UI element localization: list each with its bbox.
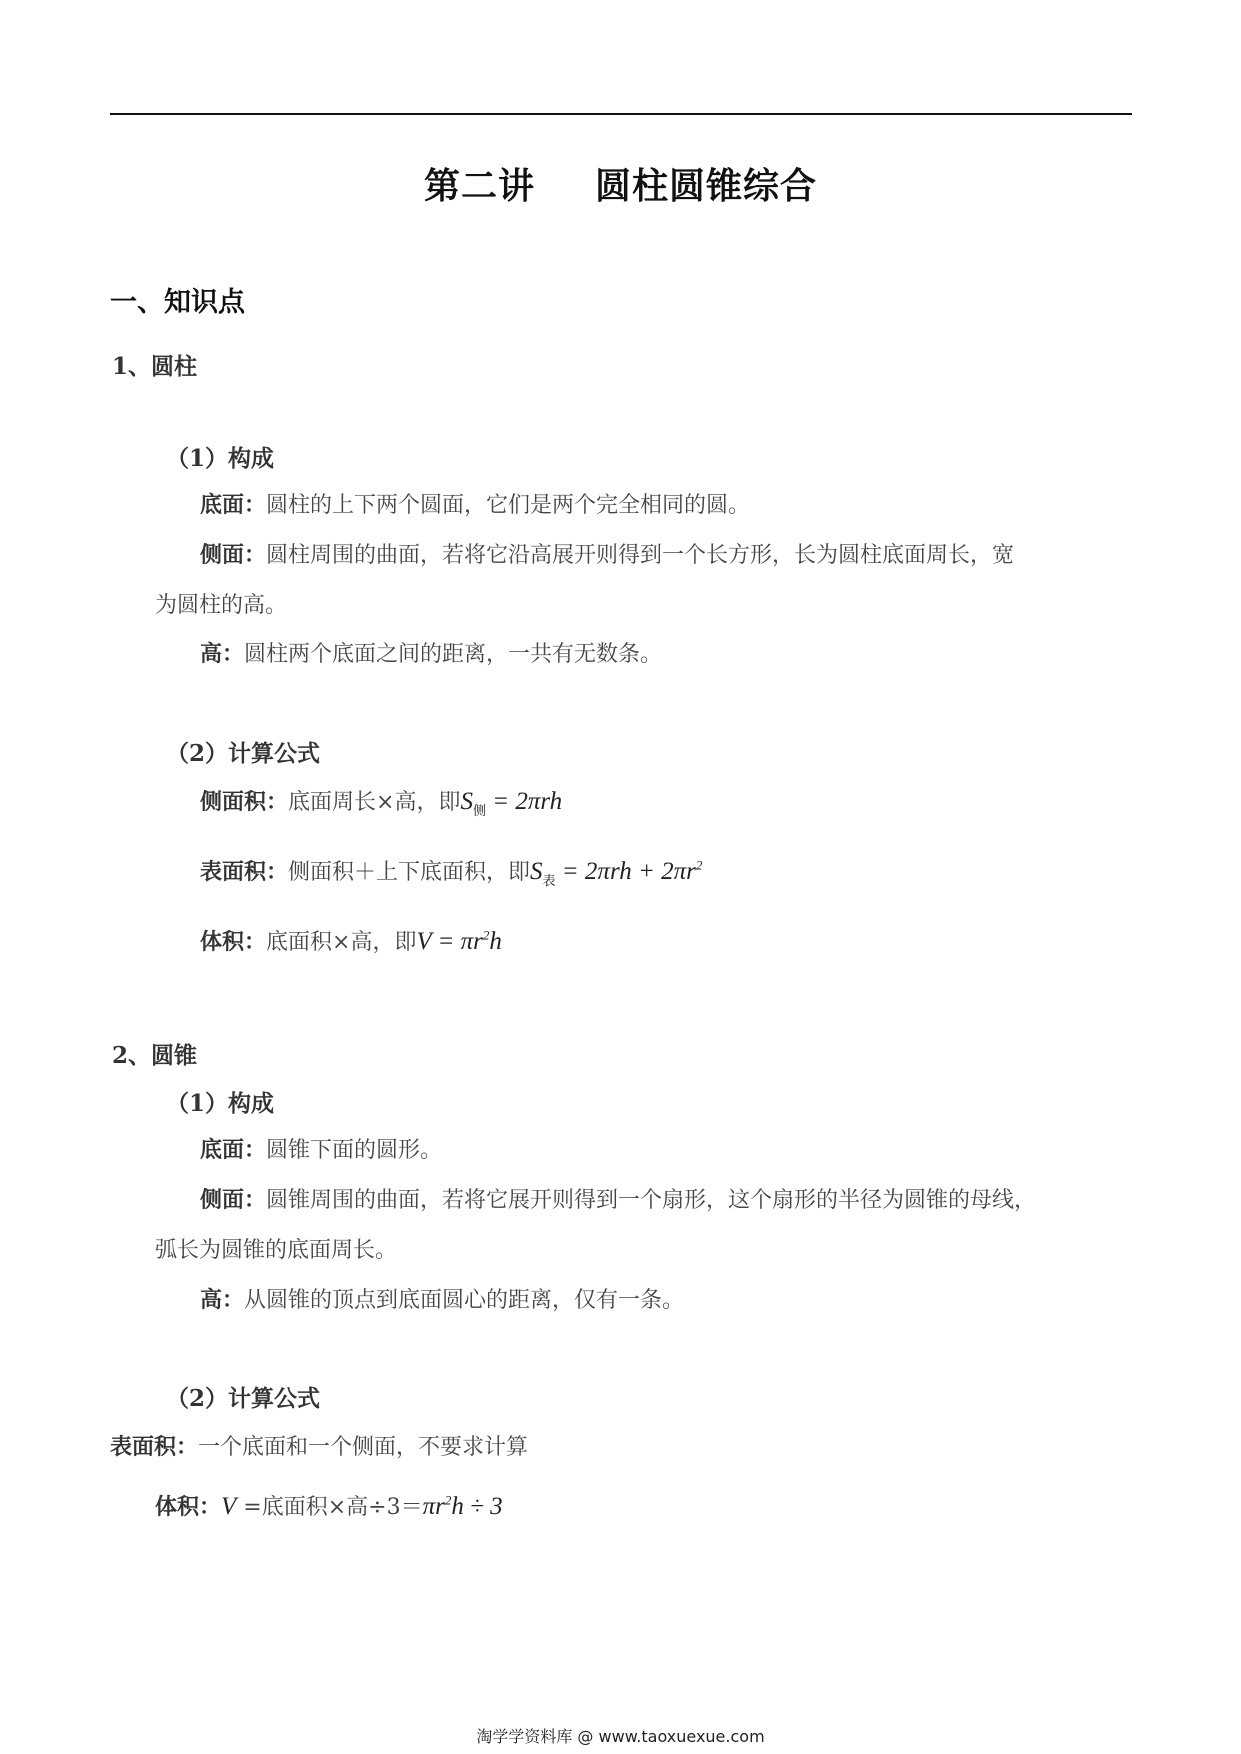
cylinder-height-label: 高： <box>200 641 245 667</box>
cylinder-base-text: 圆柱的上下两个圆面，它们是两个完全相同的圆。 <box>266 493 751 518</box>
header-rule <box>110 113 1132 115</box>
cylinder-height-text: 圆柱两个底面之间的距离，一共有无数条。 <box>244 642 663 667</box>
cylinder-lateral-text: 底面周长×高，即 <box>288 790 461 815</box>
cone-height-label: 高： <box>200 1287 245 1313</box>
cone-volume-text: =底面积×高÷3＝ <box>236 1495 423 1520</box>
page-title <box>0 158 1241 209</box>
cone-base-text: 圆锥下面的圆形。 <box>266 1138 443 1163</box>
cylinder-lateral-area-line <box>200 785 562 819</box>
cone-height-line <box>200 1283 684 1314</box>
cone-base-line <box>200 1133 442 1164</box>
cylinder-volume-formula: $V = \pi r^2h$ <box>416 927 502 955</box>
cylinder-volume-line <box>200 925 502 956</box>
cone-volume-formula-v: V <box>221 1493 237 1520</box>
cylinder-surface-label: 表面积： <box>200 859 289 885</box>
cylinder-lateral-label: 侧面积： <box>200 789 289 815</box>
cylinder-volume-label: 体积： <box>200 929 267 955</box>
cone-formula-heading: （2）计算公式 <box>166 1385 321 1412</box>
cylinder-side-line <box>200 538 1014 569</box>
cylinder-composition-heading: （1）构成 <box>166 445 275 472</box>
cylinder-heading: 1、圆柱 <box>112 353 198 380</box>
cone-surface-text: 一个底面和一个侧面，不要求计算 <box>198 1435 529 1460</box>
cone-side-line <box>200 1183 1036 1214</box>
footer-watermark: 淘学学资料库 @ www.taoxuexue.com <box>476 1727 765 1746</box>
cone-side-text-cont: 弧长为圆锥的底面周长。 <box>155 1238 398 1263</box>
cylinder-formula-heading: （2）计算公式 <box>166 740 321 767</box>
cylinder-surface-area-line <box>200 855 702 889</box>
cone-base-label: 底面： <box>200 1137 267 1163</box>
cone-volume-formula: $\pi r^2h \div 3$ <box>422 1492 503 1520</box>
cylinder-side-label: 侧面： <box>200 542 267 568</box>
cone-volume-line <box>155 1490 503 1521</box>
cone-side-label: 侧面： <box>200 1187 267 1213</box>
cylinder-surface-formula: $S_表 = 2\pi rh + 2\pi r^2$ <box>530 857 703 888</box>
cylinder-side-text-cont: 为圆柱的高。 <box>155 593 288 618</box>
cylinder-base-line <box>200 488 750 519</box>
cone-side-text: 圆锥周围的曲面，若将它展开则得到一个扇形，这个扇形的半径为圆锥的母线， <box>266 1188 1037 1213</box>
cone-surface-area-line <box>110 1430 528 1461</box>
title-topic: 圆柱圆锥综合 <box>595 165 818 207</box>
cone-volume-label: 体积： <box>155 1494 222 1520</box>
section-heading-knowledge: 一、知识点 <box>110 287 245 318</box>
cylinder-height-line <box>200 637 662 668</box>
cone-heading: 2、圆锥 <box>112 1042 198 1069</box>
cylinder-surface-text: 侧面积＋上下底面积，即 <box>288 860 531 885</box>
title-lecture-number: 第二讲 <box>423 165 535 207</box>
cylinder-volume-text: 底面积×高，即 <box>266 930 417 955</box>
cone-composition-heading: （1）构成 <box>166 1090 275 1117</box>
cylinder-base-label: 底面： <box>200 492 267 518</box>
cone-height-text: 从圆锥的顶点到底面圆心的距离，仅有一条。 <box>244 1288 685 1313</box>
cone-surface-label: 表面积： <box>110 1434 199 1460</box>
cylinder-side-text: 圆柱周围的曲面，若将它沿高展开则得到一个长方形，长为圆柱底面周长，宽 <box>266 543 1015 568</box>
cylinder-lateral-formula: $S_侧 = 2\pi rh$ <box>460 788 563 818</box>
